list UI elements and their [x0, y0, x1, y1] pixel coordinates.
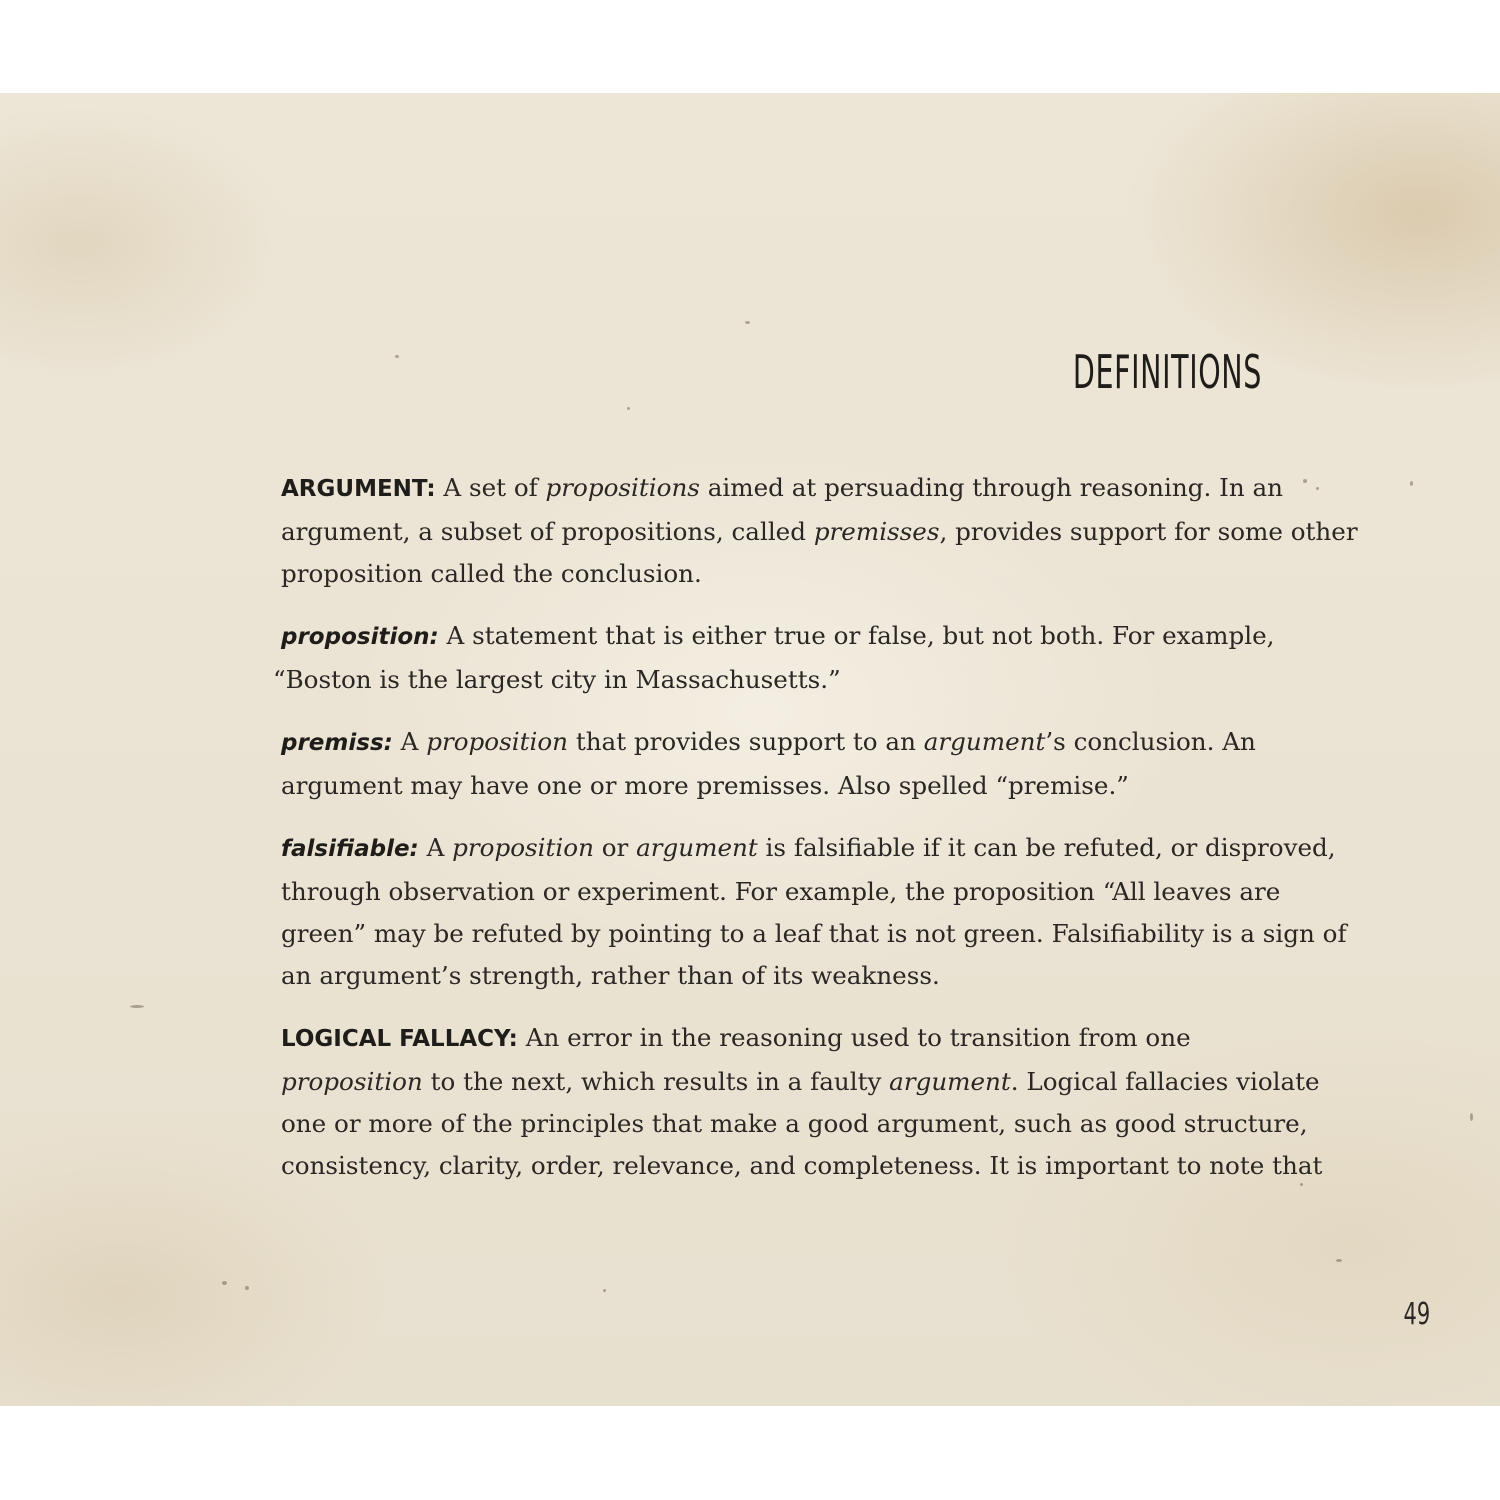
definition-text: An error in the reasoning used to transition from one [517, 1023, 1191, 1053]
definition-text: ’s conclusion. An [1045, 727, 1256, 757]
definition-text: A statement that is either true or false, but not both. For example, [438, 620, 1275, 650]
definition-entry [281, 827, 1347, 996]
paper-speck [130, 1005, 144, 1008]
definition-entry [281, 1017, 1323, 1186]
definition-line [281, 955, 1281, 997]
emphasized-term: argument [636, 833, 758, 863]
emphasized-term: argument [889, 1066, 1011, 1096]
definition-line [281, 871, 1281, 913]
definition-line [281, 553, 1281, 595]
definition-line [281, 615, 1281, 659]
page-number: 49 [1403, 1297, 1430, 1332]
paper-speck [1303, 479, 1307, 483]
definition-text: consistency, clarity, order, relevance, and completeness. It is important to note that [281, 1150, 1323, 1180]
paper-speck [1470, 1113, 1473, 1121]
definition-text: one or more of the principles that make a good argument, such as good structure, [281, 1108, 1308, 1138]
definition-text: A [392, 727, 427, 757]
definition-text: proposition called the conclusion. [281, 558, 702, 588]
definition-text: that provides support to an [568, 727, 924, 757]
definition-term: falsifiable: [281, 836, 419, 863]
definition-text: aimed at persuading through reasoning. In an [699, 473, 1283, 502]
definition-text: A set of [435, 473, 546, 502]
definition-line [281, 721, 1281, 765]
definition-term: premiss: [281, 730, 393, 757]
definition-term: LOGICAL FALLACY: [281, 1026, 518, 1053]
paper-speck [1410, 481, 1413, 486]
paper-speck [1336, 1259, 1342, 1262]
paper-speck [627, 407, 630, 410]
paper-speck [245, 1286, 249, 1290]
definition-text: argument may have one or more premisses. Also spelled “premise.” [281, 770, 1129, 800]
emphasized-term: argument [923, 727, 1046, 757]
paper-speck [603, 1289, 606, 1292]
definition-line [281, 913, 1347, 955]
definition-text: green” may be refuted by pointing to a leaf that is not green. Falsifiability is a sign of [281, 918, 1347, 948]
paper-speck [1316, 487, 1319, 490]
definition-text: is falsifiable if it can be refuted, or disproved, [757, 833, 1336, 863]
definition-line [281, 1017, 1281, 1061]
definition-line [281, 827, 1336, 871]
definition-entry [281, 467, 1358, 594]
paper-speck [222, 1281, 227, 1285]
definition-line [281, 765, 1281, 807]
definition-text: , provides support for some other [939, 516, 1358, 546]
definition-line [281, 467, 1281, 511]
definition-text: argument, a subset of propositions, called [281, 516, 814, 546]
paper-speck [395, 355, 399, 358]
paper-speck [745, 321, 750, 324]
definition-text: or [593, 833, 637, 863]
emphasized-term: proposition [452, 833, 594, 863]
definition-line [281, 1103, 1308, 1145]
definition-term: proposition: [281, 623, 439, 650]
definition-text: “Boston is the largest city in Massachusetts.” [273, 664, 841, 694]
paper-speck [1300, 1183, 1303, 1186]
definition-text: an argument’s strength, rather than of its weakness. [281, 960, 940, 990]
definition-line [281, 511, 1358, 553]
definition-entry [281, 721, 1281, 807]
definition-line [281, 1145, 1323, 1187]
definition-line [273, 659, 1281, 701]
definition-line [281, 1061, 1320, 1103]
definitions-list [273, 467, 1358, 1207]
book-page [0, 93, 1500, 1406]
definition-term: ARGUMENT: [281, 476, 436, 502]
emphasized-term: premisses [813, 516, 940, 546]
definition-text: to the next, which results in a faulty [422, 1066, 890, 1096]
emphasized-term: proposition [426, 727, 568, 757]
definition-text: through observation or experiment. For example, the proposition “All leaves are [281, 877, 1281, 907]
emphasized-term: proposition [281, 1066, 423, 1096]
section-heading: DEFINITIONS [1072, 345, 1262, 399]
emphasized-term: propositions [545, 473, 700, 502]
definition-text: . Logical fallacies violate [1010, 1066, 1320, 1096]
definition-text: A [418, 833, 453, 863]
definition-entry [273, 615, 1281, 701]
